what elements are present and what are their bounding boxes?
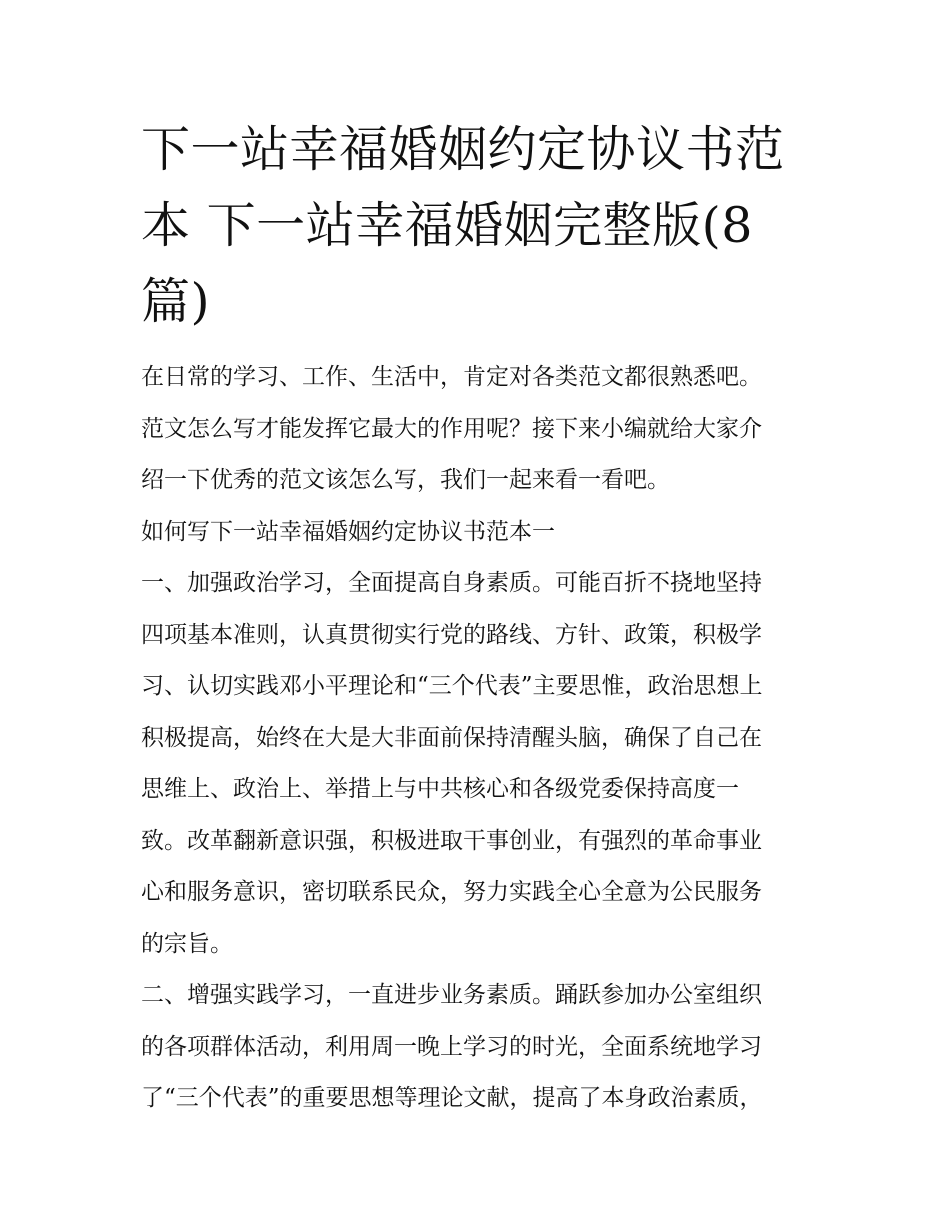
paragraph-line: 思维上、政治上、举措上与中共核心和各级党委保持高度一 (141, 776, 739, 802)
paragraph-line: 四项基本准则，认真贯彻实行党的路线、方针、政策，积极学 (141, 621, 762, 648)
section-heading: 如何写下一站幸福婚姻约定协议书范本一 (141, 518, 555, 545)
title-line: 下一站幸福婚姻约定协议书范 (141, 121, 785, 178)
paragraph-line: 致。改革翻新意识强，积极进取干事创业，有强烈的革命事业 (141, 827, 762, 854)
intro-line: 在日常的学习、工作、生活中，肯定对各类范文都很熟悉吧。 (141, 364, 762, 390)
paragraph-line: 习、认切实践邓小平理论和“三个代表”主要思惟，政治思想上 (141, 673, 763, 699)
paragraph-line: 二、增强实践学习，一直进步业务素质。踊跃参加办公室组织 (141, 982, 762, 1008)
paragraph-line: 的宗旨。 (141, 930, 233, 957)
intro-line: 范文怎么写才能发挥它最大的作用呢？接下来小编就给大家介 (141, 415, 762, 442)
paragraph-line: 了“三个代表”的重要思想等理论文献，提高了本身政治素质， (141, 1085, 763, 1111)
paragraph-line: 积极提高，始终在大是大非面前保持清醒头脑，确保了自己在 (141, 724, 762, 751)
document-title (141, 112, 821, 340)
paragraph-line: 的各项群体活动，利用周一晚上学习的时光，全面系统地学习 (141, 1033, 762, 1060)
title-line: 本 下一站幸福婚姻完整版(8 (141, 197, 753, 254)
paragraph-line: 一、加强政治学习，全面提高自身素质。可能百折不挠地坚持 (141, 570, 762, 596)
title-line: 篇) (141, 273, 211, 330)
paragraph-line: 心和服务意识，密切联系民众，努力实践全心全意为公民服务 (141, 879, 762, 905)
document-body (141, 352, 821, 1125)
intro-line: 绍一下优秀的范文该怎么写，我们一起来看一看吧。 (141, 467, 670, 493)
